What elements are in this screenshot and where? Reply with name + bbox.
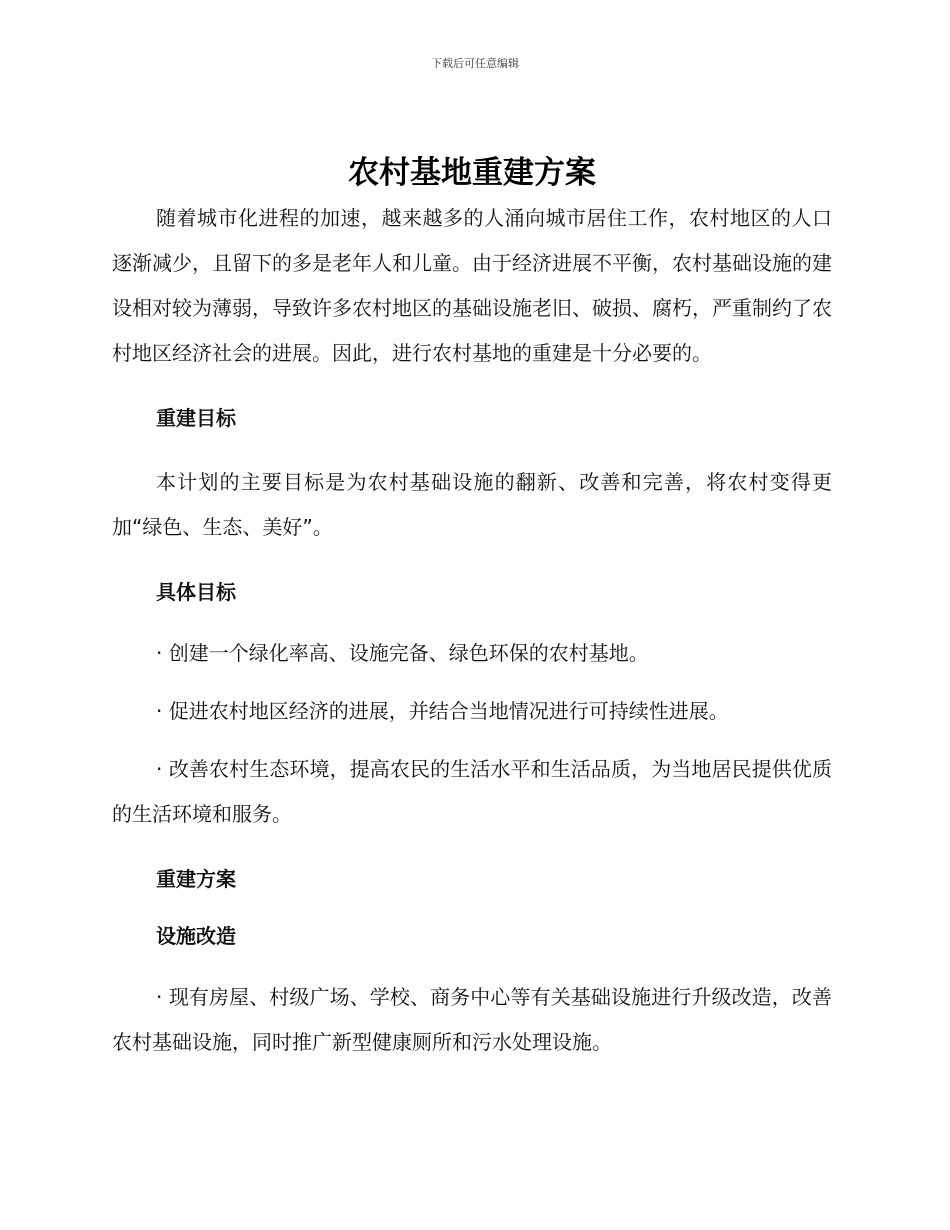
section-heading-goal: 重建目标	[156, 406, 236, 430]
facility-list-item: · 现有房屋、村级广场、学校、商务中心等有关基础设施进行升级改造，改善农村基础设施，同时推广新型健康厕所和污水处理设施。	[112, 985, 832, 1054]
page-header-note: 下载后可任意编辑	[431, 57, 519, 70]
section-heading-specific-goals: 具体目标	[156, 580, 236, 604]
goal-list-item: · 改善农村生态环境，提高农民的生活水平和生活品质，为当地居民提供优质的生活环境和服务。	[112, 757, 832, 826]
section-heading-plan: 重建方案	[156, 867, 236, 891]
document-body	[112, 150, 832, 1065]
goal-list-item: · 促进农村地区经济的进展，并结合当地情况进行可持续性进展。	[156, 699, 729, 723]
intro-paragraph: 随着城市化进程的加速，越来越多的人涌向城市居住工作，农村地区的人口逐渐减少，且留下的多是老年人和儿童。由于经济进展不平衡，农村基础设施的建设相对较为薄弱，导致许多农村地区的基础设施老旧、破损、腐朽，严重制约了农村地区经济社会的进展。因此，进行农村基地的重建是十分必要的。	[112, 206, 832, 365]
document-title: 农村基地重建方案	[348, 155, 596, 191]
goal-list-item: · 创建一个绿化率高、设施完备、绿色环保的农村基地。	[156, 641, 649, 665]
section-heading-facilities: 设施改造	[156, 924, 236, 948]
goal-paragraph: 本计划的主要目标是为农村基础设施的翻新、改善和完善，将农村变得更加“绿色、生态、美好”。	[112, 470, 832, 539]
